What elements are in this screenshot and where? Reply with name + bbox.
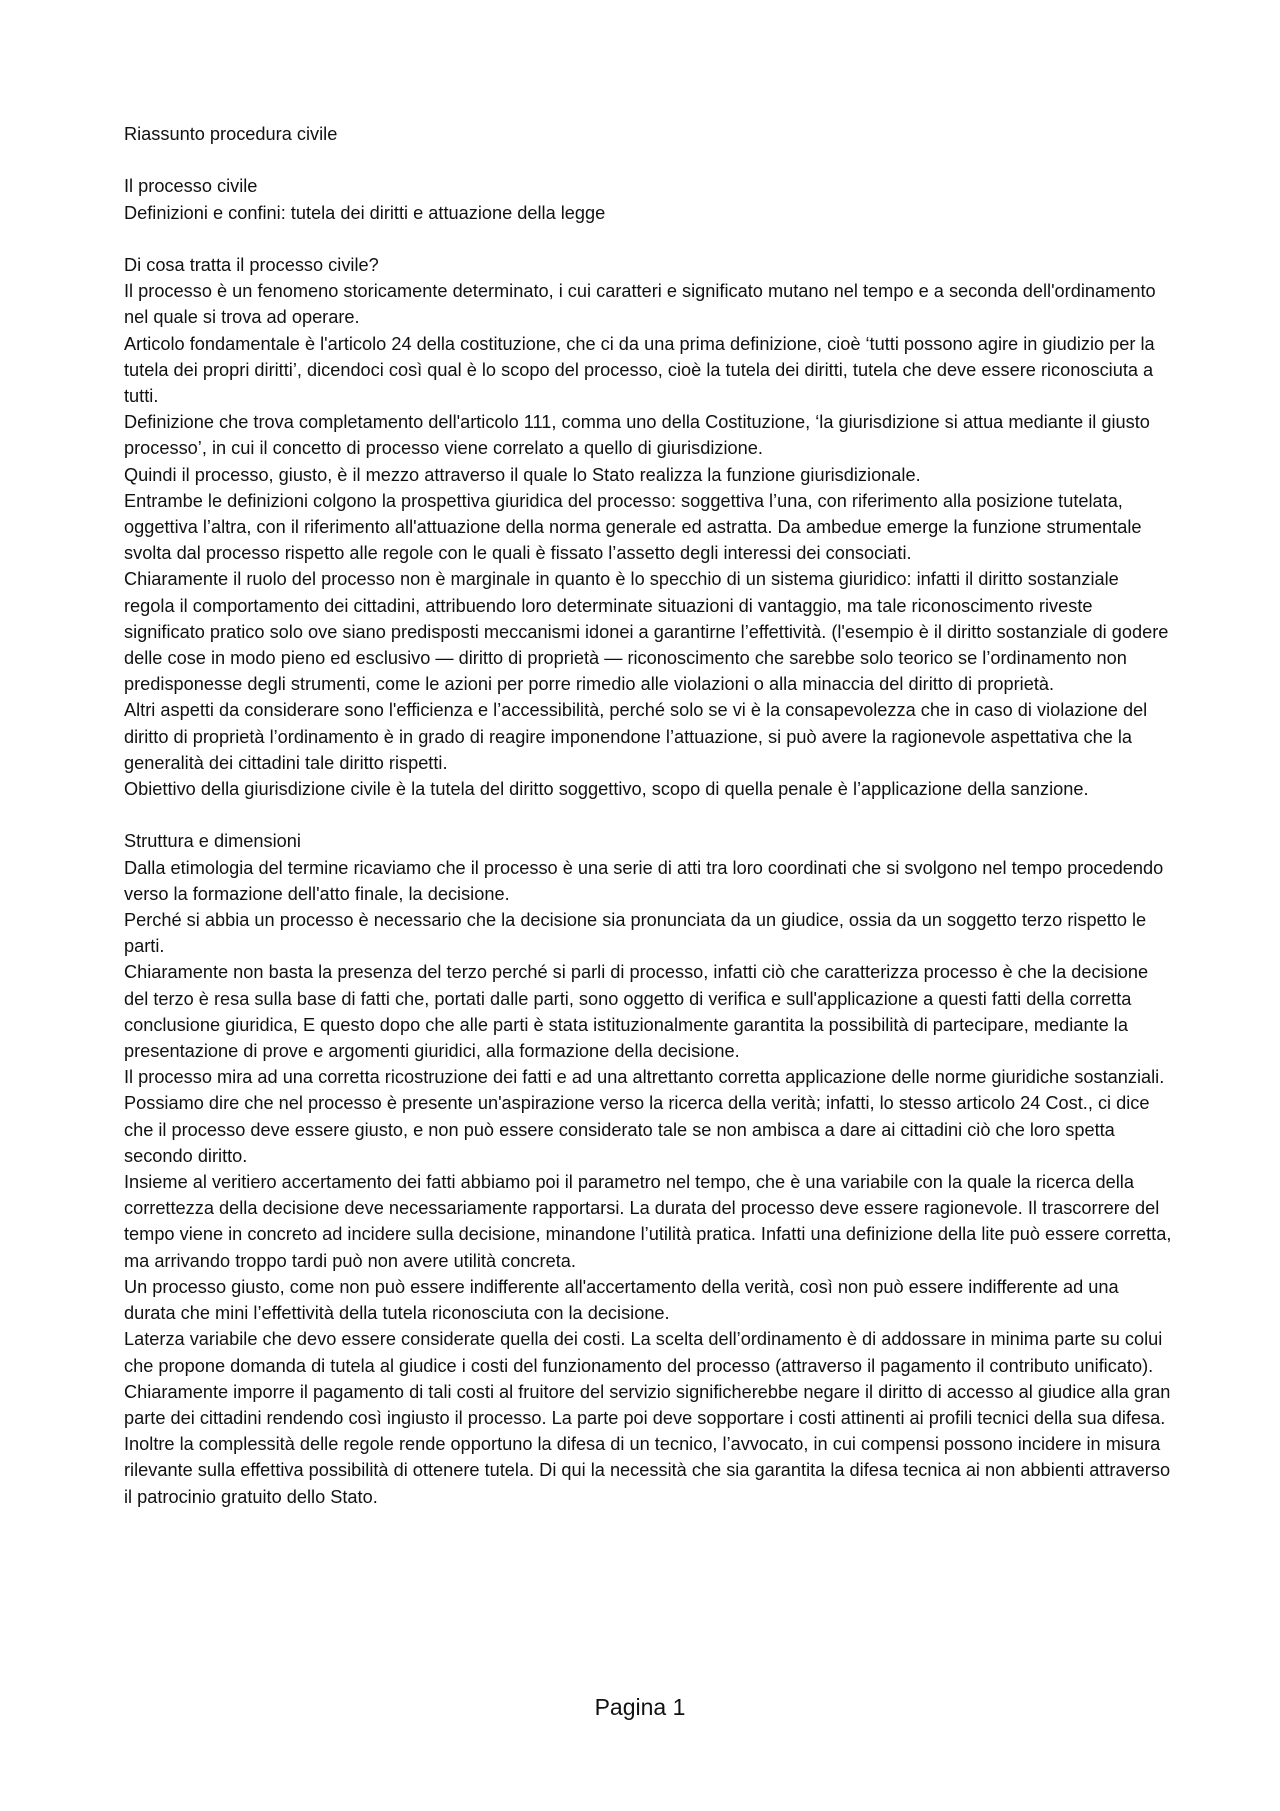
paragraph: Laterza variabile che devo essere considerate quella dei costi. La scelta dell’ordinamento è di addossare in minima parte su colui che propone domanda di tutela al giudice i costi del funzionamento del processo (attraverso il pagamento il contributo unificato). Chiaramente imporre il pagamento di tali costi al fruitore del servizio significherebbe negare il diritto di accesso al giudice alla gran parte dei cittadini rendendo così ingiusto il processo. La parte poi deve sopportare i costi attinenti ai profili tecnici della sua difesa. Inoltre la complessità delle regole rende opportuno la difesa di un tecnico, l’avvocato, in cui compensi possono incidere in misura rilevante sulla effettiva possibilità di ottenere tutela. Di qui la necessità che sia garantita la difesa tecnica ai non abbienti attraverso il patrocinio gratuito dello Stato.	[124, 1329, 1171, 1507]
section-title: Struttura e dimensioni	[124, 831, 301, 852]
page-number: Pagina 1	[594, 1694, 686, 1720]
section-question: Di cosa tratta il processo civile?	[124, 254, 379, 275]
paragraph: Insieme al veritiero accertamento dei fatti abbiamo poi il parametro nel tempo, che è una variabile con la quale la ricerca della correttezza della decisione deve necessariamente rapportarsi. La durata del processo deve essere ragionevole. Il trascorrere del tempo viene in concreto ad incidere sulla decisione, minandone l’utilità pratica. Infatti una definizione della lite può essere corretta, ma arrivando troppo tardi può non avere utilità concreta.	[124, 1172, 1172, 1271]
paragraph: Perché si abbia un processo è necessario che la decisione sia pronunciata da un giudice, ossia da un soggetto terzo rispetto le parti.	[124, 910, 1147, 957]
paragraph: Articolo fondamentale è l'articolo 24 della costituzione, che ci da una prima definizione, cioè ‘tutti possono agire in giudizio per la tutela dei propri diritti’, dicendoci così qual è lo scopo del processo, cioè la tutela dei diritti, tutela che deve essere riconosciuta a tutti.	[124, 333, 1155, 406]
document-body	[124, 121, 1172, 1536]
paragraph: Definizione che trova completamento dell'articolo 111, comma uno della Costituzione, ‘la giurisdizione si attua mediante il giusto processo’, in cui il concetto di processo viene correlato a quello di giurisdizione.	[124, 412, 1150, 459]
paragraph: Il processo mira ad una corretta ricostruzione dei fatti e ad una altrettanto corretta applicazione delle norme giuridiche sostanziali. Possiamo dire che nel processo è presente un'aspirazione verso la ricerca della verità; infatti, lo stesso articolo 24 Cost., ci dice che il processo deve essere giusto, e non può essere considerato tale se non ambisca a dare ai cittadini ciò che loro spetta secondo diritto.	[124, 1067, 1165, 1166]
paragraph: Obiettivo della giurisdizione civile è la tutela del diritto soggettivo, scopo di quella penale è l’applicazione della sanzione.	[124, 779, 1089, 800]
document-subheading: Definizioni e confini: tutela dei diritti e attuazione della legge	[124, 202, 606, 223]
paragraph: Quindi il processo, giusto, è il mezzo attraverso il quale lo Stato realizza la funzione giurisdizionale.	[124, 464, 921, 485]
paragraph: Un processo giusto, come non può essere indifferente all'accertamento della verità, così non può essere indifferente ad una durata che mini l’effettività della tutela riconosciuta con la decisione.	[124, 1276, 1119, 1324]
paragraph: Altri aspetti da considerare sono l'efficienza e l’accessibilità, perché solo se vi è la consapevolezza che in caso di violazione del diritto di proprietà l’ordinamento è in grado di reagire imponendone l’attuazione, si può avere la ragionevole aspettativa che la generalità dei cittadini tale diritto rispetti.	[124, 700, 1148, 773]
paragraph: Il processo è un fenomeno storicamente determinato, i cui caratteri e significato mutano nel tempo e a seconda dell'ordinamento nel quale si trova ad operare.	[124, 281, 1156, 328]
paragraph: Chiaramente il ruolo del processo non è marginale in quanto è lo specchio di un sistema giuridico: infatti il diritto sostanziale regola il comportamento dei cittadini, attribuendo loro determinate situazioni di vantaggio, ma tale riconoscimento riveste significato pratico solo ove siano predisposti meccanismi idonei a garantirne l’effettività. (l'esempio è il diritto sostanziale di godere delle cose in modo pieno ed esclusivo — diritto di proprietà — riconoscimento che sarebbe solo teorico se l’ordinamento non predisponesse degli strumenti, come le azioni per porre rimedio alle violazioni o alla minaccia del diritto di proprietà.	[124, 569, 1169, 695]
paragraph: Chiaramente non basta la presenza del terzo perché si parli di processo, infatti ciò che caratterizza processo è che la decisione del terzo è resa sulla base di fatti che, portati dalle parti, sono oggetto di verifica e sull'applicazione a questi fatti della corretta conclusione giuridica, E questo dopo che alle parti è stata istituzionalmente garantita la possibilità di partecipare, mediante la presentazione di prove e argomenti giuridici, alla formazione della decisione.	[124, 962, 1149, 1062]
paragraph: Entrambe le definizioni colgono la prospettiva giuridica del processo: soggettiva l’una, con riferimento alla posizione tutelata, oggettiva l’altra, con il riferimento all'attuazione della norma generale ed astratta. Da ambedue emerge la funzione strumentale svolta dal processo rispetto alle regole con le quali è fissato l’assetto degli interessi dei consociati.	[124, 490, 1142, 564]
title-block	[124, 121, 1172, 147]
heading-block	[124, 173, 1172, 225]
document-heading: Il processo civile	[124, 176, 258, 197]
document-title: Riassunto procedura civile	[124, 124, 338, 144]
section-definitions	[124, 252, 1172, 802]
paragraph: Dalla etimologia del termine ricaviamo che il processo è una serie di atti tra loro coordinati che si svolgono nel tempo procedendo verso la formazione dell'atto finale, la decisione.	[124, 857, 1164, 904]
section-structure	[124, 828, 1172, 1509]
